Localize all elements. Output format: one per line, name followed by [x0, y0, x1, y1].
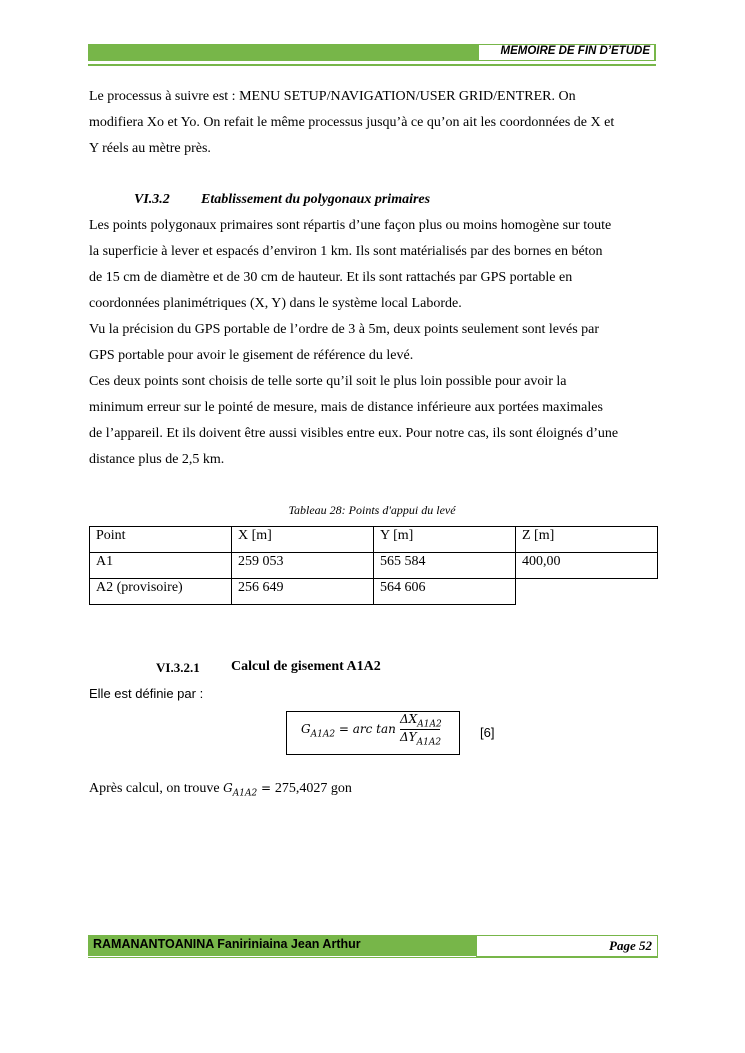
table-cell: 256 649 — [232, 579, 374, 605]
section-number: VI.3.2 — [134, 192, 170, 207]
denominator-sub: A1A2 — [416, 737, 442, 748]
table-cell-empty — [516, 579, 658, 605]
formula-lhs — [301, 722, 396, 739]
body-line: distance plus de 2,5 km. — [89, 452, 225, 467]
body-line: minimum erreur sur le pointé de mesure, mais de distance inférieure aux portées maximales — [89, 400, 603, 415]
table-cell: A1 — [90, 553, 232, 579]
body-line: coordonnées planimétriques (X, Y) dans le système local Laborde. — [89, 296, 462, 311]
table-header-cell: Y [m] — [374, 527, 516, 553]
table-cell: 259 053 — [232, 553, 374, 579]
footer-page-number: Page 52 — [609, 938, 652, 953]
formula-denominator — [400, 730, 440, 747]
formula-g-sub: A1A2 — [310, 729, 336, 740]
subsection-number: VI.3.2.1 — [156, 660, 200, 675]
table-header-cell: Z [m] — [516, 527, 658, 553]
table-header-cell: X [m] — [232, 527, 374, 553]
result-line — [89, 781, 352, 798]
body-text — [89, 213, 661, 473]
points-table — [89, 526, 658, 605]
result-g-sub: A1A2 — [232, 788, 258, 799]
formula-arctan: = arc tan — [335, 722, 396, 736]
intro-paragraph — [89, 84, 661, 162]
footer-rule — [88, 957, 658, 958]
intro-line-2: modifiera Xo et Yo. On refait le même processus jusqu’à ce qu’on ait les coordonnées de X et — [89, 115, 615, 130]
table-header-row — [90, 527, 658, 553]
body-line: de 15 cm de diamètre et de 30 cm de hauteur. Et ils sont rattachés par GPS portable en — [89, 270, 573, 285]
body-line: GPS portable pour avoir le gisement de référence du levé. — [89, 348, 414, 363]
table-caption: Tableau 28: Points d'appui du levé — [288, 503, 456, 517]
numerator-dx: ΔX — [400, 712, 418, 726]
table-cell: A2 (provisoire) — [90, 579, 232, 605]
table-row — [90, 579, 658, 605]
result-value: 275,4027 gon — [274, 781, 352, 796]
numerator-sub: A1A2 — [417, 719, 442, 730]
formula-g: G — [301, 722, 311, 736]
header-rule — [88, 64, 656, 66]
body-line: Ces deux points sont choisis de telle sorte qu’il soit le plus loin possible pour avoir la — [89, 374, 567, 389]
definition-text: Elle est définie par : — [89, 686, 204, 701]
table-cell: 565 584 — [374, 553, 516, 579]
intro-line-1: Le processus à suivre est : MENU SETUP/NAVIGATION/USER GRID/ENTRER. On — [89, 89, 576, 104]
footer-author: RAMANANTOANINA Faniriniaina Jean Arthur — [93, 937, 361, 951]
table-cell: 564 606 — [374, 579, 516, 605]
body-line: Vu la précision du GPS portable de l’ordre de 3 à 5m, deux points seulement sont levés par — [89, 322, 600, 337]
table-cell: 400,00 — [516, 553, 658, 579]
table-row — [90, 553, 658, 579]
result-symbol: $G_{A1A2}$ = — [223, 781, 275, 799]
result-prefix: Après calcul, on trouve — [89, 781, 220, 796]
section-title: Etablissement du polygonaux primaires — [201, 192, 431, 207]
body-line: Les points polygonaux primaires sont répartis d’une façon plus ou moins homogène sur toute — [89, 218, 612, 233]
body-line: de l’appareil. Et ils doivent être aussi visibles entre eux. Pour notre cas, ils sont éloignés d’une — [89, 426, 619, 441]
table-header-cell: Point — [90, 527, 232, 553]
header-title: MEMOIRE DE FIN D’ETUDE — [500, 45, 650, 57]
intro-line-3: Y réels au mètre près. — [89, 141, 211, 156]
formula-numerator — [400, 712, 440, 729]
result-g: G — [223, 781, 233, 795]
formula-reference: [6] — [480, 725, 495, 740]
subsection-title: Calcul de gisement A1A2 — [231, 659, 381, 674]
denominator-dy: ΔY — [400, 730, 417, 744]
body-line: la superficie à lever et espacés d’environ 1 km. Ils sont matérialisés par des bornes en béton — [89, 244, 603, 259]
